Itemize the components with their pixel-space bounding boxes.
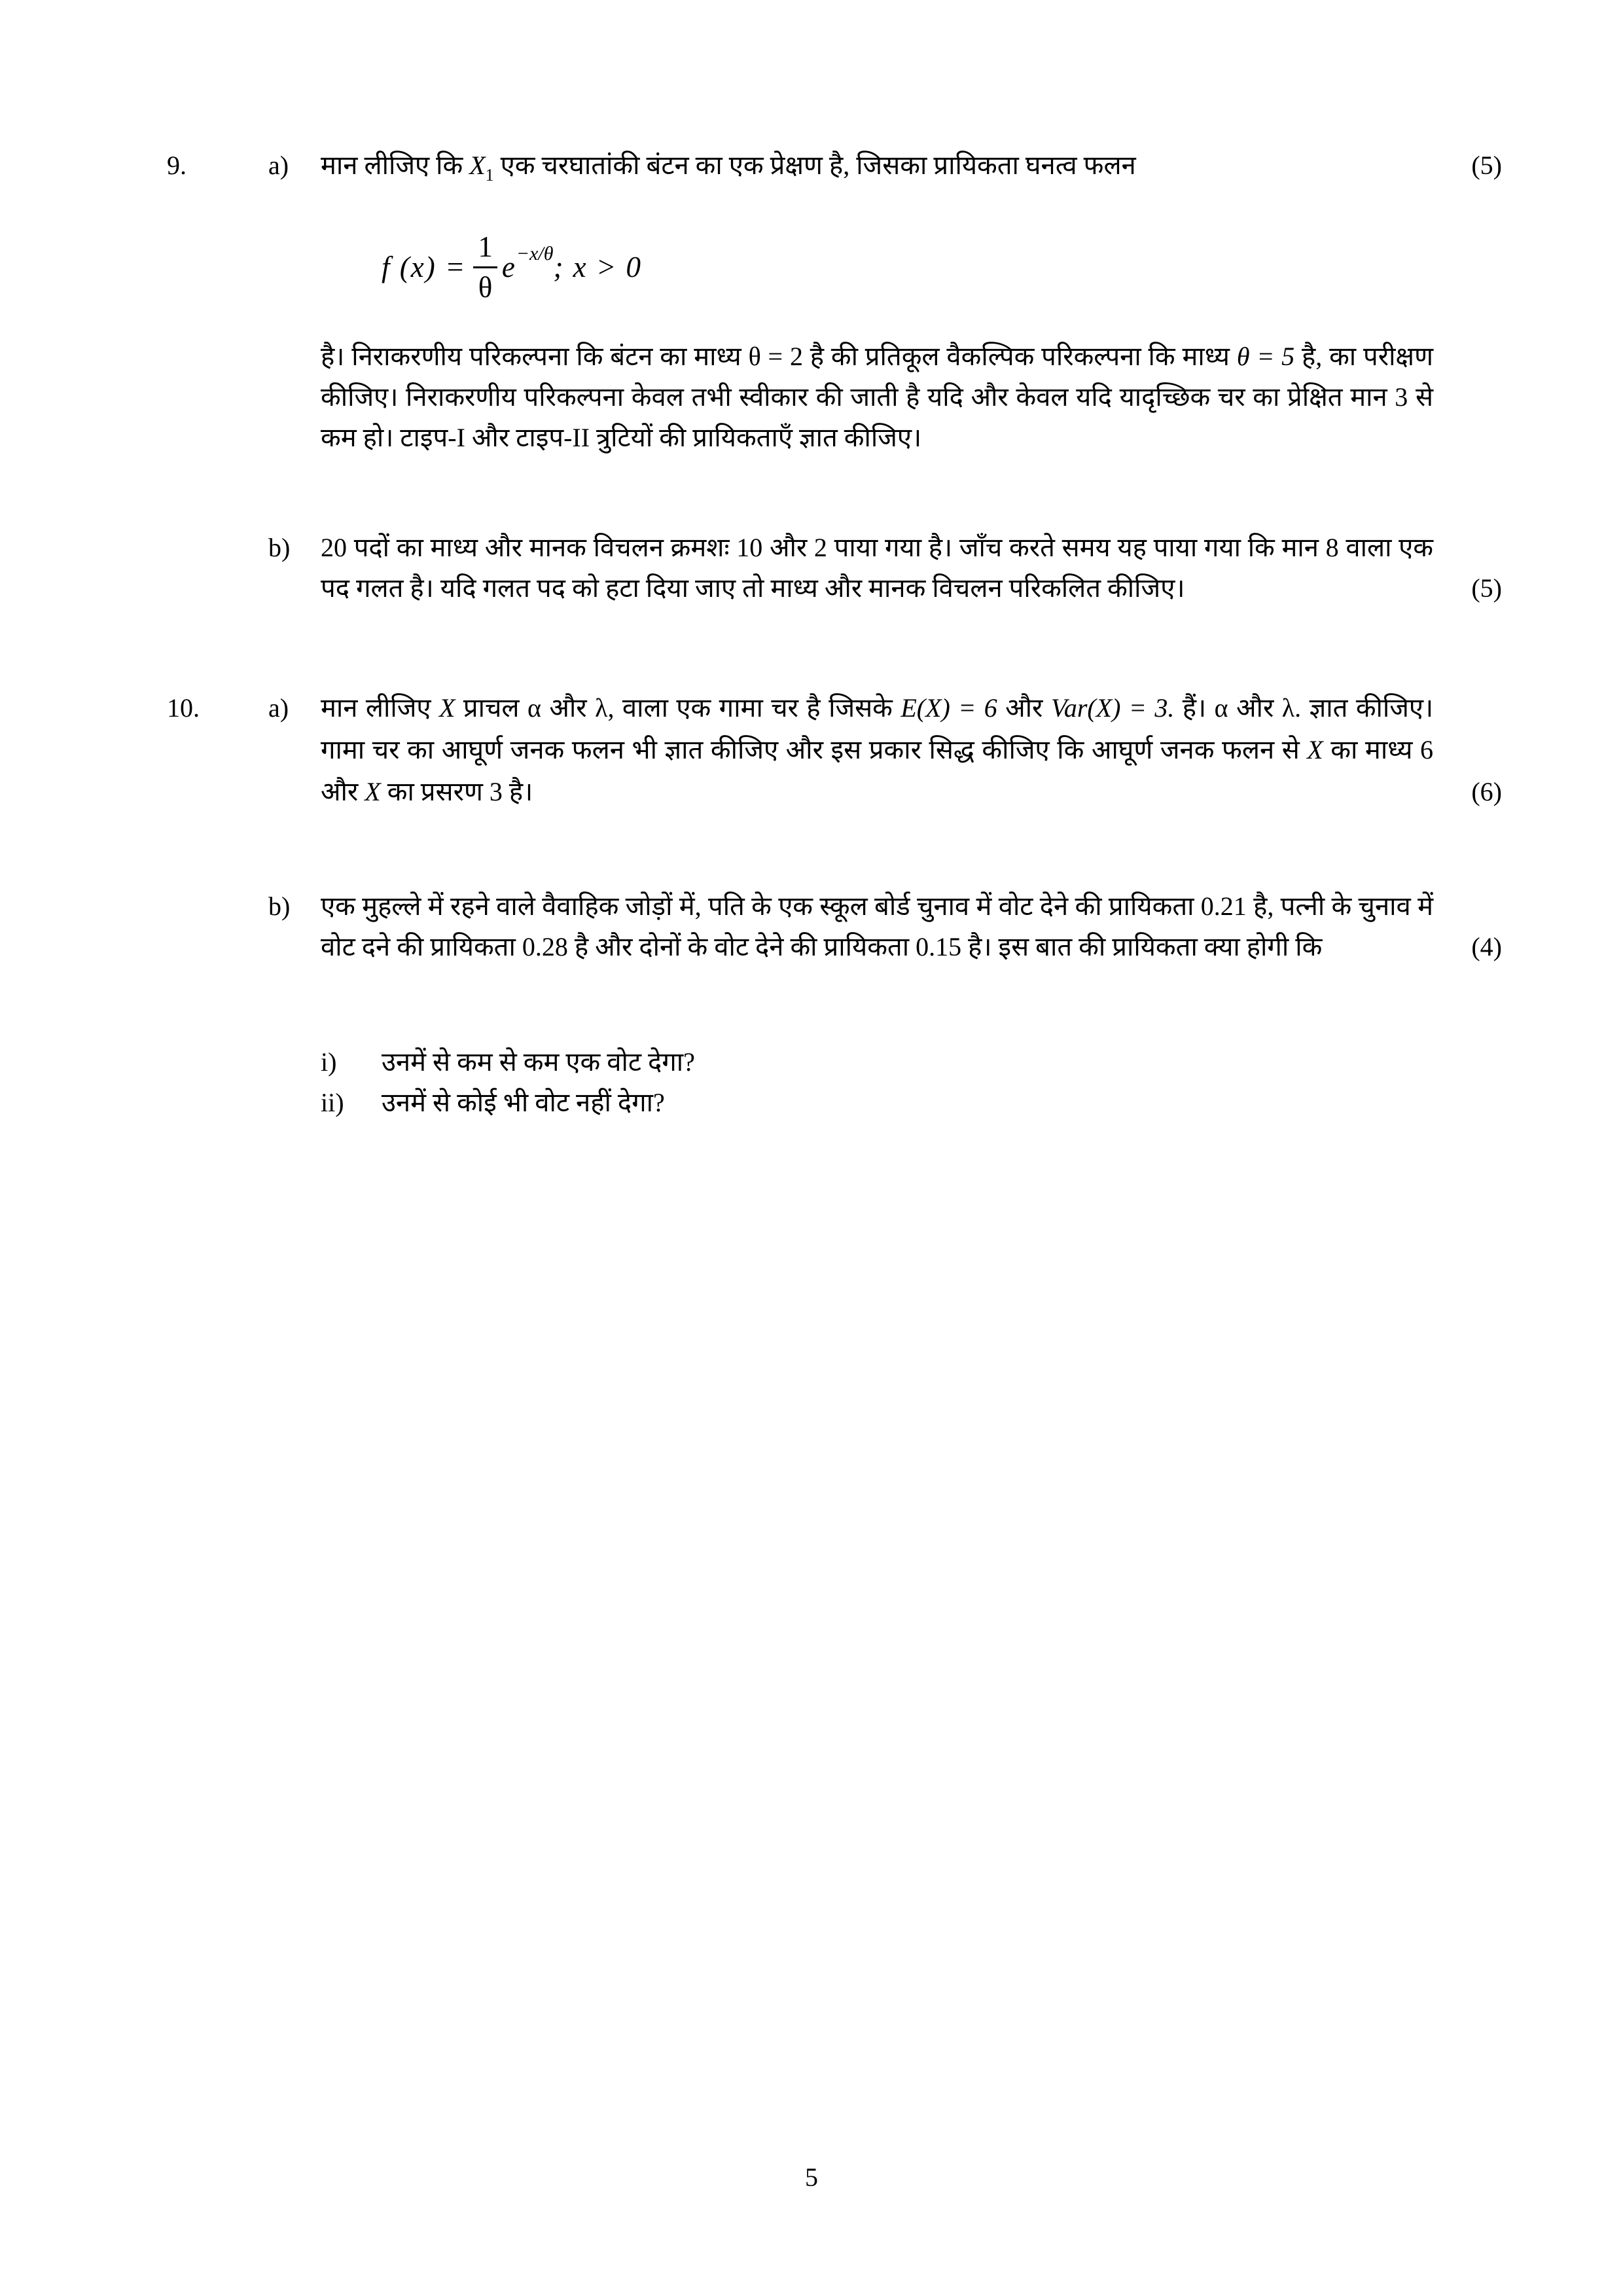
gamma-variable-symbol: X: [438, 693, 455, 723]
question-9b-row: [268, 528, 1502, 609]
formula-domain-condition: ; x > 0: [553, 250, 643, 283]
fraction: [473, 232, 498, 302]
marks-10b: (4): [1471, 932, 1502, 961]
marks-9a: (5): [1471, 151, 1502, 180]
question-10b-text: एक मुहल्ले में रहने वाले वैवाहिक जोड़ों में, पति के एक स्कूल बोर्ड चुनाव में वोट देने की प्रायिकता 0.21 है, पत्नी के चुनाव में वोट दने की प्रायिकता 0.28 है और दोनों के वोट देने की प्रायिकता 0.15 है। इस बात की प्रायिकता क्या होगी कि: [321, 891, 1433, 961]
list-item: [321, 1042, 1368, 1083]
pdf-formula: [382, 228, 642, 306]
hypothesis-math-2: θ = 5: [1236, 342, 1295, 371]
lambda-symbol: λ.: [1281, 693, 1302, 723]
item-marker: i): [321, 1047, 337, 1077]
question-9b-text: 20 पदों का माध्य और मानक विचलन क्रमशः 10 और 2 पाया गया है। जाँच करते समय यह पाया गया कि मान 8 वाला एक पद गलत है। यदि गलत पद को हटा दिया जाए तो माध्य और मानक विचलन परिकलित कीजिए।: [321, 533, 1433, 603]
item-text: उनमें से कोई भी वोट नहीं देगा?: [382, 1088, 665, 1117]
paragraph-text: वाला एक गामा चर है जिसके: [622, 693, 893, 723]
marks-9b: (5): [1471, 573, 1502, 603]
question-9a-row: [167, 145, 1502, 186]
part-9a-label: a): [268, 151, 289, 180]
fraction-numerator: 1: [478, 230, 493, 263]
paragraph-text: है, का परीक्षण कीजिए। निराकरणीय परिकल्पना केवल तभी स्वीकार की जाती है यदि और केवल यदि यादृच्छिक चर का प्रेक्षित मान 3 से कम हो। टाइप-I और टाइप-II त्रुटियों की प्रायिकताएँ ज्ञात कीजिए।: [321, 342, 1434, 452]
alpha-symbol: α: [527, 693, 541, 723]
part-9b-label: b): [268, 533, 291, 562]
paragraph-text: का माध्य 6 और: [321, 735, 1434, 806]
paragraph-text: और: [549, 693, 587, 723]
paragraph-text: का प्रसरण 3 है।: [387, 777, 533, 806]
gamma-variable-symbol: X: [1307, 735, 1323, 764]
alpha-symbol: α: [1214, 693, 1228, 723]
paragraph-text: हैं।: [1182, 693, 1207, 723]
paragraph-text: मान लीजिए: [321, 693, 431, 723]
question-10-number: 10.: [167, 693, 200, 723]
paragraph-text: और: [1005, 693, 1043, 723]
question-10b-row: [268, 886, 1502, 967]
paragraph-text: है की प्रतिकूल वैकल्पिक परिकल्पना कि माध्य: [810, 342, 1230, 371]
exponent: −x/θ: [516, 243, 554, 264]
formula-lhs: f (x) =: [382, 250, 467, 283]
paragraph-text: और: [1236, 693, 1274, 723]
gamma-variable-symbol: X: [365, 777, 381, 806]
question-9-number: 9.: [167, 151, 187, 180]
lambda-symbol: λ,: [595, 693, 615, 723]
hypothesis-math-1: θ = 2: [748, 342, 803, 371]
exponential-base: e: [501, 250, 515, 283]
part-10b-label: b): [268, 891, 291, 921]
page-number: 5: [805, 2162, 818, 2192]
fraction-denominator: θ: [473, 266, 498, 302]
paragraph-text: है। निराकरणीय परिकल्पना कि बंटन का माध्य: [321, 342, 741, 371]
marks-10a: (6): [1471, 777, 1502, 806]
random-variable-symbol: X: [469, 151, 486, 180]
paragraph-text: प्राचल: [463, 693, 520, 723]
intro-text-pre: मान लीजिए कि: [321, 151, 463, 180]
intro-text-post: एक चरघातांकी बंटन का एक प्रेक्षण है, जिसका प्रायिकता घनत्व फलन: [500, 151, 1136, 180]
variable-subscript: 1: [485, 166, 494, 185]
paragraph-text: ज्ञात कीजिए। गामा चर का आघूर्ण जनक फलन भी ज्ञात कीजिए और इस प्रकार सिद्ध कीजिए कि आघूर्ण जनक फलन से: [321, 693, 1434, 764]
variance-math: Var(X) = 3.: [1050, 693, 1175, 723]
question-10a-row: [167, 687, 1502, 813]
question-9a-intro: [321, 145, 1433, 186]
item-text: उनमें से कम से कम एक वोट देगा?: [382, 1047, 695, 1077]
question-9a-paragraph: [321, 336, 1433, 458]
expectation-math: E(X) = 6: [901, 693, 997, 723]
question-10b-items: [321, 1042, 1368, 1123]
item-marker: ii): [321, 1088, 344, 1117]
part-10a-label: a): [268, 693, 289, 723]
question-10a-text: [321, 687, 1433, 813]
list-item: [321, 1083, 1368, 1123]
